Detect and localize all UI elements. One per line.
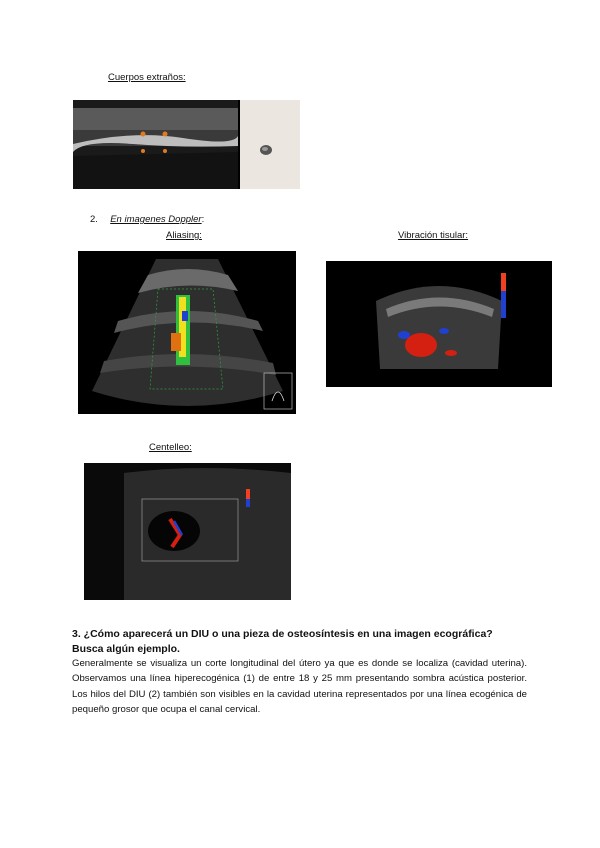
tissue-vibration-label: Vibración tisular:: [398, 230, 469, 241]
doppler-heading-colon: :: [201, 214, 205, 225]
question-3-body: Generalmente se visualiza un corte longitudinal del útero ya que es donde se localiza (cavidad uterina). Observamos una línea hiperecogénica (1) de entre 18 y 25 mm presentando sombra acústica posterior. Los hilos del DIU (2) también son visibles en la cavidad uterina representados por una línea ecogénica de pequeño grosor que ocupa el canal cervical.: [72, 658, 527, 715]
foreign-body-ultrasound-image: [73, 100, 300, 189]
doppler-heading: [90, 214, 204, 225]
doppler-heading-text: En imagenes Doppler: [110, 214, 202, 225]
tissue-vibration-ultrasound-image: [326, 261, 552, 387]
aliasing-label: Aliasing:: [166, 230, 202, 241]
twinkling-label: Centelleo:: [149, 442, 192, 453]
foreign-bodies-caption: Cuerpos extraños:: [108, 72, 186, 83]
doppler-heading-number: 2.: [90, 214, 98, 225]
twinkling-ultrasound-image: [84, 463, 291, 600]
aliasing-ultrasound-image: [78, 251, 296, 414]
question-3-title: 3. ¿Cómo aparecerá un DIU o una pieza de osteosíntesis en una imagen ecográfica? Busca algún ejemplo.: [72, 628, 493, 655]
